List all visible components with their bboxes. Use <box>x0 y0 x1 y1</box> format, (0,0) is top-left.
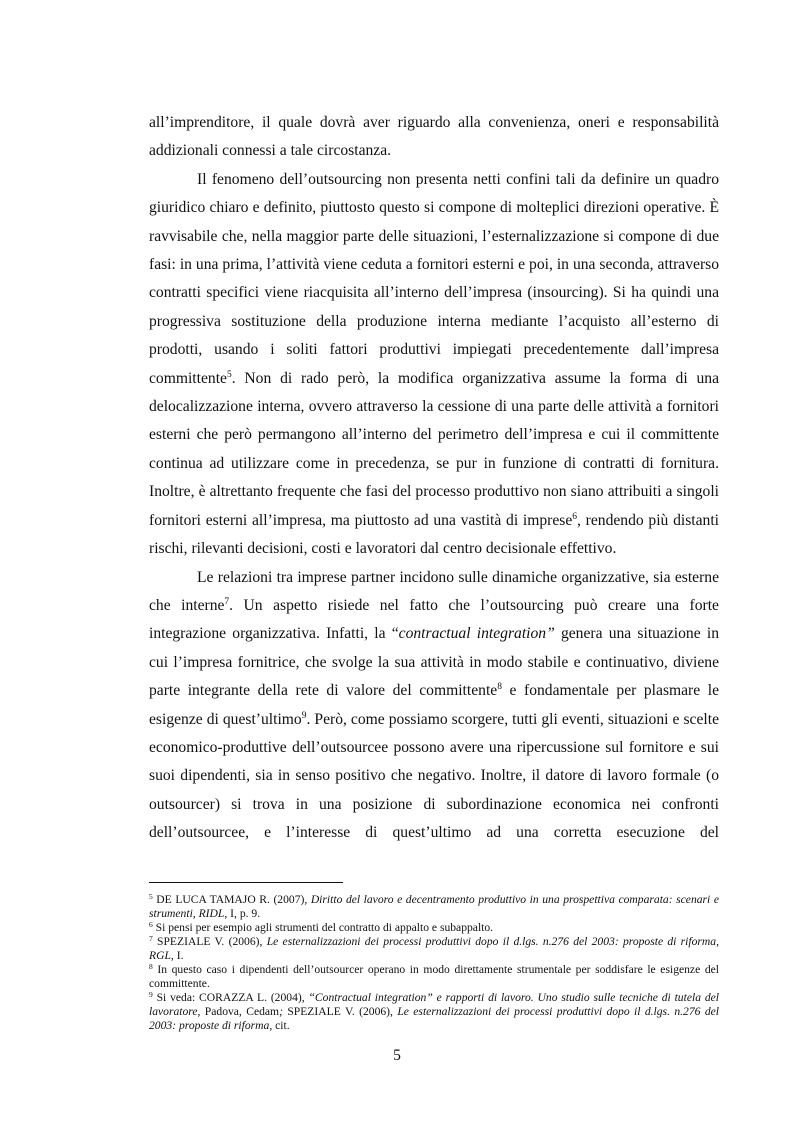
footnote-ref-6[interactable]: 6 <box>572 511 578 522</box>
footnote-8 <box>149 963 719 991</box>
paragraph-2-text-c: , rendendo più distanti rischi, rilevanti decisioni, costi e lavoratori dal centro decisionale effettivo. <box>149 511 719 558</box>
footnote-title: Diritto del lavoro e decentramento produttivo in una prospettiva comparata: scenari e strumenti, RIDL <box>149 893 719 920</box>
footnote-title: Le esternalizzazioni dei processi produttivi dopo il d.lgs. n.276 del 2003: proposte di riforma, RGL <box>149 935 719 962</box>
footnotes <box>149 893 719 1033</box>
footnote-title: “Contractual integration” e rapporti di lavoro. Uno studio sulle tecniche di tutela del lavoratore <box>149 991 719 1018</box>
footnote-number: 8 <box>149 962 153 971</box>
footnote-text: , Padova, Cedam <box>197 1005 280 1018</box>
footnote-5 <box>149 893 719 921</box>
page-number: 5 <box>393 1047 401 1064</box>
footnote-ref-9[interactable]: 9 <box>301 710 307 721</box>
paragraph-3-text-a: Le relazioni tra imprese partner incidono sulle dinamiche organizzative, sia esterne che interne <box>149 568 719 614</box>
footnote-text: , I, p. 9. <box>224 907 261 920</box>
footnote-text: , I. <box>170 949 184 962</box>
footnote-title: Le esternalizzazioni dei processi produttivi dopo il d.lgs. n.276 del 2003: proposte di riforma, <box>149 1005 719 1032</box>
paragraph-3-text-c: genera una situazione in cui l’impresa fornitrice, che svolge la sua attività in modo stabile e continuativo, diviene parte integrante della rete di valore del committente <box>149 625 719 700</box>
footnote-text: In questo caso i dipendenti dell’outsourcer operano in modo direttamente strumentale per soddisfare le esigenze del committente. <box>149 963 719 990</box>
paragraph-3 <box>149 564 719 848</box>
body-text <box>149 109 719 848</box>
paragraph-1 <box>149 109 719 166</box>
footnote-9 <box>149 991 719 1033</box>
paragraph-3-text-d: e fondamentale per plasmare le esigenze di quest’ultimo <box>149 682 719 728</box>
footnote-7 <box>149 935 719 963</box>
paragraph-2-text-a: Il fenomeno dell’outsourcing non presenta netti confini tali da definire un quadro giuridico chiaro e definito, piuttosto questo si compone di molteplici direzioni operative. È ravvisabile che, nella maggior parte delle situazioni, l’esternalizzazione si compone di due fasi: in una prima, l’attività viene ceduta a fornitori esterni e poi, in una seconda, attraverso contratti specifici viene riacquisita all’interno dell’impresa (insourcing). Si ha quindi una progressiva sostituzione della produzione interna mediante l’acquisto all’esterno di prodotti, usando i soliti fattori produttivi impiegati precedentemente dall’impresa committente <box>149 170 719 387</box>
footnote-text: SPEZIALE V. (2006), <box>152 935 267 948</box>
footnote-text: cit. <box>272 1019 290 1032</box>
paragraph-3-text-e: . Però, come possiamo scorgere, tutti gli eventi, situazioni e scelte economico-produttive dell’outsourcee possono avere una ripercussione sul fornitore e sui suoi dipendenti, sia in senso positivo che negativo. Inoltre, il datore di lavoro formale (o outsourcer) si trova in una posizione di subordinazione economica nei confronti dell’outsourcee, e l’interesse di quest’ultimo ad una corretta esecuzione del <box>149 710 719 842</box>
footnote-text: DE LUCA TAMAJO R. (2007), <box>152 893 311 906</box>
footnote-text: SPEZIALE V. (2006), <box>282 1005 398 1018</box>
paragraph-2 <box>149 166 719 564</box>
footnote-ref-5[interactable]: 5 <box>226 369 232 380</box>
footnote-6 <box>149 921 719 935</box>
footnote-ref-7[interactable]: 7 <box>224 596 230 607</box>
contractual-integration-italic: contractual integration” <box>398 625 555 643</box>
paragraph-1-text: all’imprenditore, il quale dovrà aver riguardo alla convenienza, oneri e responsabilità addizionali connessi a tale circostanza. <box>149 114 719 160</box>
paragraph-3-text-b: . Un aspetto risiede nel fatto che l’outsourcing può creare una forte integrazione organizzativa. Infatti, la “ <box>149 596 719 643</box>
footnote-number: 6 <box>149 920 153 929</box>
paragraph-2-text-b: . Non di rado però, la modifica organizzativa assume la forma di una delocalizzazione interna, ovvero attraverso la cessione di una parte delle attività a fornitori esterni che però permangono all’interno del perimetro dell’impresa e cui il committente continua ad utilizzare come in precedenza, se pur in funzione di contratti di fornitura. Inoltre, è altrettanto frequente che fasi del processo produttivo non siano attribuiti a singoli fornitori esterni all’impresa, ma piuttosto ad una vastità di imprese <box>149 369 719 529</box>
footnote-text: Si veda: CORAZZA L. (2004), <box>152 991 309 1004</box>
footnote-number: 5 <box>149 892 153 901</box>
footnote-ref-8[interactable]: 8 <box>497 682 502 693</box>
footnote-text: Si pensi per esempio agli strumenti del contratto di appalto e subappalto. <box>152 921 494 934</box>
footnote-number: 7 <box>149 934 153 943</box>
footnote-punct: ; <box>279 1005 283 1018</box>
footnote-number: 9 <box>149 990 153 999</box>
footnote-separator <box>149 882 343 883</box>
